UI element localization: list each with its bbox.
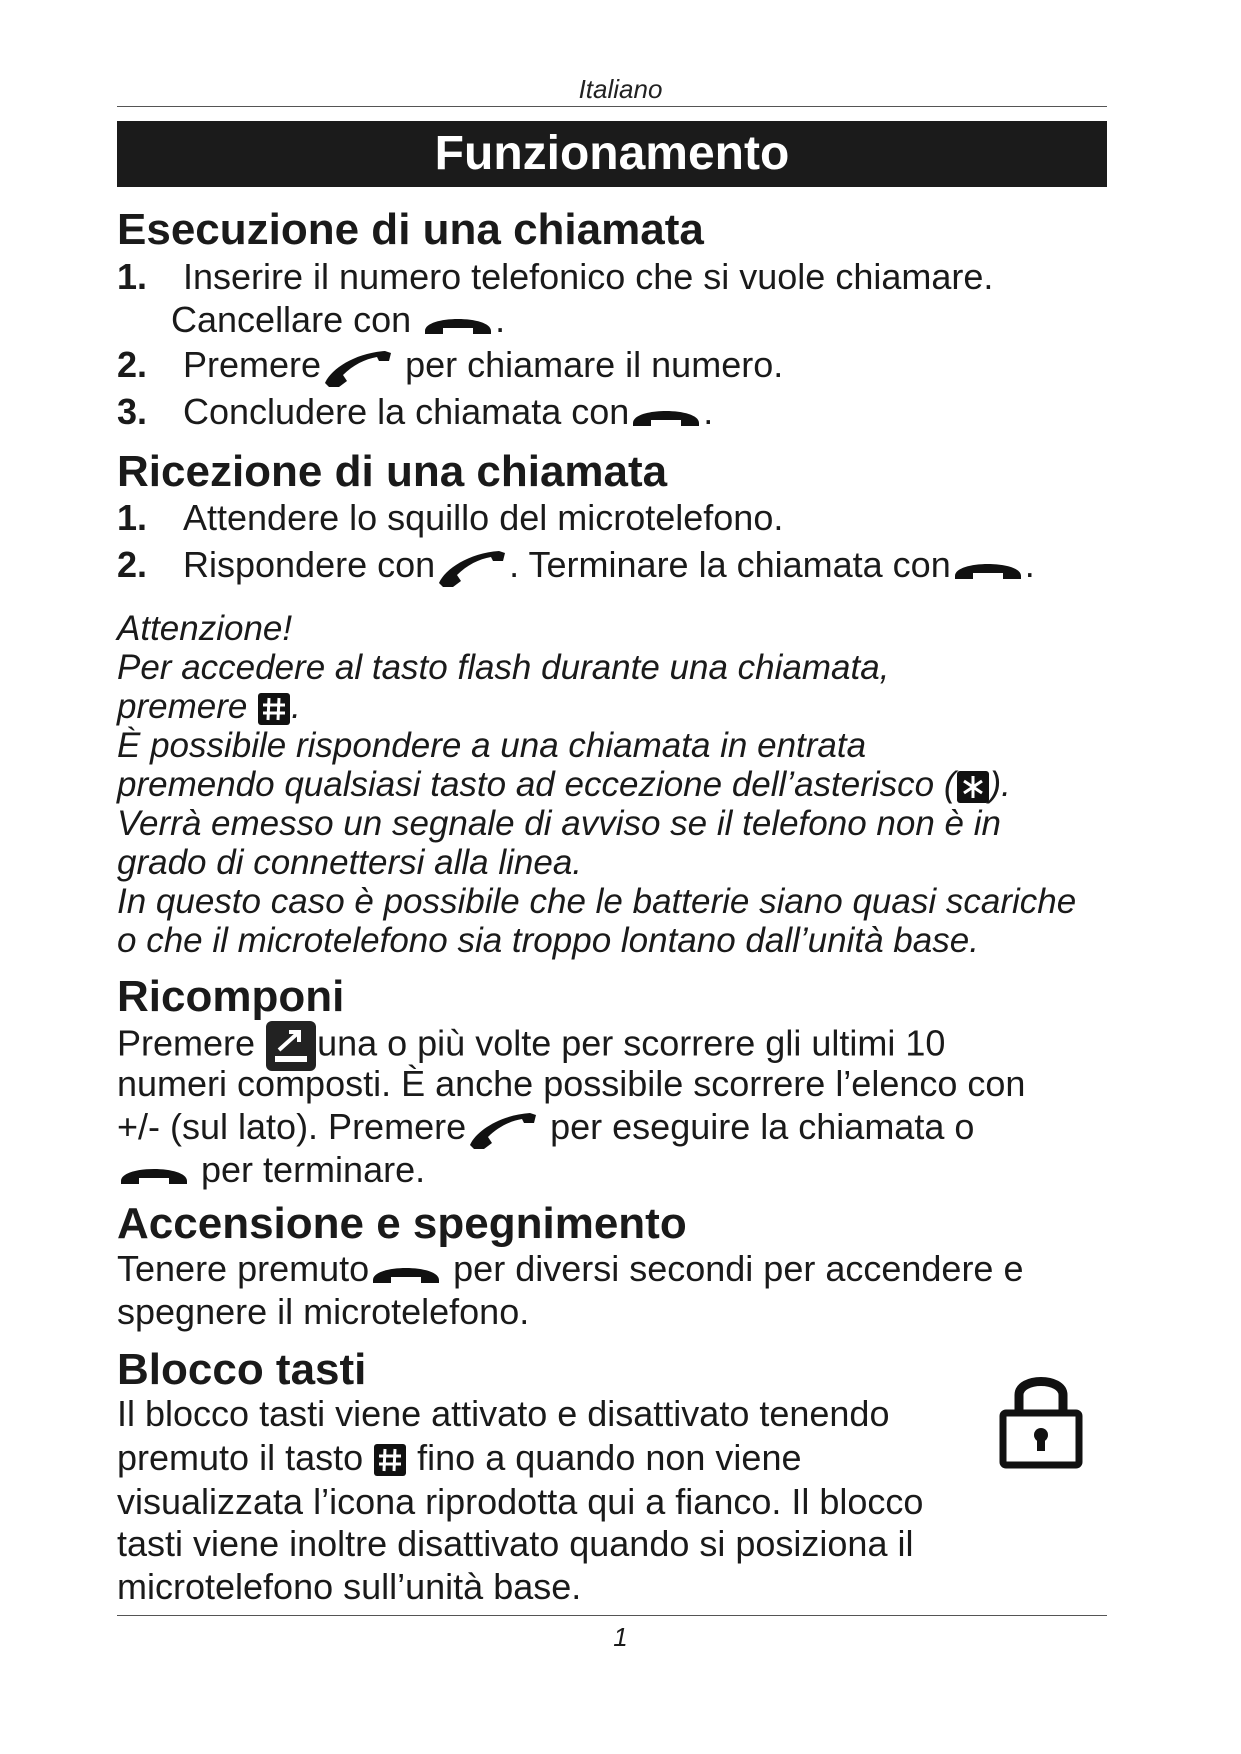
blocco-line-5: microtelefono sull’unità base.: [117, 1566, 582, 1607]
attention-line-5: Verrà emesso un segnale di avviso se il telefono non è in: [117, 804, 1001, 843]
ricomponi-text: una o più volte per scorrere gli ultimi 10: [317, 1022, 946, 1064]
attention-text: premere: [117, 687, 248, 726]
ricezione-step-1: [117, 497, 783, 539]
star-key-icon: [956, 770, 990, 804]
step-text: Concludere la chiamata con: [183, 391, 630, 432]
hash-key-icon: [257, 692, 291, 726]
attention-title: Attenzione!: [117, 609, 293, 648]
blocco-line-2: [117, 1437, 801, 1479]
step-number: 3.: [117, 391, 148, 432]
esecuzione-step-1: [117, 256, 993, 298]
ricomponi-line-3: [117, 1106, 974, 1149]
heading-blocco: Blocco tasti: [117, 1345, 367, 1394]
ricomponi-text: per eseguire la chiamata o: [550, 1106, 975, 1147]
language-label: Italiano: [578, 74, 663, 104]
attention-punct: ).: [989, 765, 1011, 804]
step-text: Rispondere con: [183, 544, 436, 585]
ricomponi-line-2: numeri composti. È anche possibile scorrere l’elenco con: [117, 1063, 1026, 1104]
step-text: Inserire il numero telefonico che si vuole chiamare.: [183, 256, 994, 297]
blocco-text: fino a quando non viene: [417, 1437, 802, 1478]
attention-line-7: In questo caso è possibile che le batterie siano quasi scariche: [117, 882, 1077, 921]
ricomponi-text: Premere: [117, 1022, 256, 1064]
heading-esecuzione: Esecuzione di una chiamata: [117, 205, 704, 254]
ricomponi-text: +/- (sul lato). Premere: [117, 1106, 467, 1147]
accensione-text: Tenere premuto: [117, 1248, 370, 1289]
phone-hangup-icon: [629, 399, 703, 429]
attention-line-8: o che il microtelefono sia troppo lontano dall’unità base.: [117, 921, 979, 960]
heading-ricezione: Ricezione di una chiamata: [117, 447, 668, 496]
phone-hangup-icon: [421, 307, 495, 337]
esecuzione-step-1-cont: [171, 299, 505, 341]
step-text: Attendere lo squillo del microtelefono.: [183, 497, 784, 538]
phone-hangup-icon: [117, 1157, 191, 1187]
esecuzione-step-3: [117, 391, 713, 433]
attention-line-3: È possibile rispondere a una chiamata in entrata: [117, 726, 867, 765]
footer-rule: [117, 1615, 1107, 1616]
hash-key-icon: [373, 1443, 407, 1477]
phone-call-icon: [321, 347, 395, 387]
step-punct: .: [703, 391, 714, 432]
phone-hangup-icon: [951, 552, 1025, 582]
phone-hangup-icon: [369, 1256, 443, 1286]
blocco-text: premuto il tasto: [117, 1437, 364, 1478]
step-text: per chiamare il numero.: [405, 344, 784, 385]
attention-line-1: Per accedere al tasto flash durante una chiamata,: [117, 648, 890, 687]
page-title: Funzionamento: [117, 121, 1107, 187]
step-number: 1.: [117, 497, 148, 538]
step-number: 1.: [117, 256, 148, 297]
attention-line-6: grado di connettersi alla linea.: [117, 843, 583, 882]
attention-text: premendo qualsiasi tasto ad eccezione dell’asterisco (: [117, 765, 956, 804]
ricomponi-text: per terminare.: [201, 1149, 426, 1190]
heading-ricomponi: Ricomponi: [117, 972, 345, 1021]
step-number: 2.: [117, 344, 148, 385]
step-text: Cancellare con: [171, 299, 412, 340]
attention-punct: .: [291, 687, 301, 726]
esecuzione-step-2: [117, 344, 783, 387]
heading-accensione: Accensione e spegnimento: [117, 1199, 687, 1248]
step-text: Premere: [183, 344, 322, 385]
attention-line-4: [117, 764, 1011, 806]
phone-call-icon: [435, 547, 509, 587]
attention-line-2: [117, 686, 301, 728]
step-text: . Terminare la chiamata con: [509, 544, 951, 585]
accensione-text: per diversi secondi per accendere e: [453, 1248, 1024, 1289]
blocco-line-1: Il blocco tasti viene attivato e disattivato tenendo: [117, 1393, 890, 1434]
phone-call-icon: [466, 1109, 540, 1149]
blocco-line-4: tasti viene inoltre disattivato quando si posiziona il: [117, 1523, 914, 1564]
accensione-line-2: spegnere il microtelefono.: [117, 1291, 530, 1332]
page-number: 1: [613, 1622, 628, 1652]
ricezione-step-2: [117, 544, 1035, 587]
step-punct: .: [1024, 544, 1035, 585]
ricomponi-line-4: [117, 1149, 425, 1191]
step-punct: .: [495, 299, 506, 340]
header-rule: [117, 106, 1107, 107]
step-number: 2.: [117, 544, 148, 585]
accensione-line-1: [117, 1248, 1023, 1290]
keypad-lock-icon: [997, 1369, 1085, 1469]
blocco-line-3: visualizzata l’icona riprodotta qui a fianco. Il blocco: [117, 1481, 924, 1522]
